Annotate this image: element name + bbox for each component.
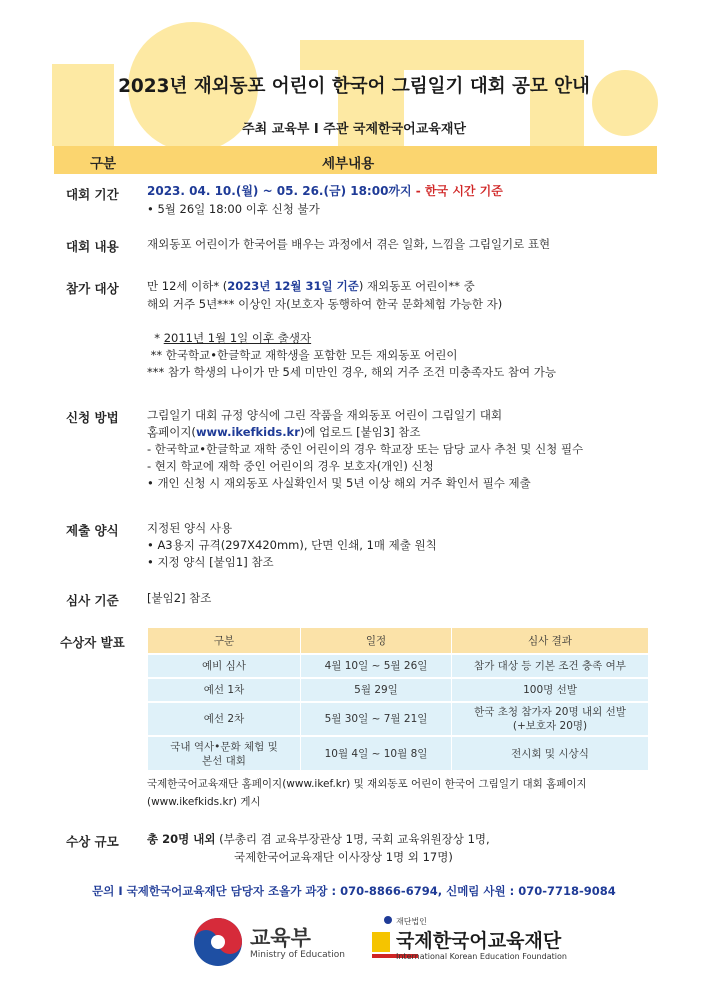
logo-dot-icon [384, 916, 392, 924]
format-line-1: 지정된 양식 사용 [147, 521, 233, 535]
method-line-4: - 현지 학교에 재학 중인 어린이의 경우 보호자(개인) 신청 [147, 459, 434, 473]
announce-note-1: 국제한국어교육재단 홈페이지(www.ikef.kr) 및 재외동포 어린이 한국어 그림일기 대회 홈페이지 [147, 778, 587, 790]
page-title: 2023년 재외동포 어린이 한국어 그림일기 대회 공모 안내 [118, 76, 590, 97]
method-homepage-link[interactable]: www.ikefkids.kr [195, 425, 300, 439]
announcement-table [148, 628, 649, 770]
method-line-3: - 한국학교•한글학교 재학 중인 어린이의 경우 학교장 또는 담당 교사 추천 및 신청 필수 [147, 442, 584, 456]
criteria-text: [붙임2] 참조 [147, 591, 212, 605]
table-head-category: 구분 [148, 628, 301, 654]
target-note-2: ** 한국학교•한글학교 재학생을 포함한 모든 재외동포 어린이 [147, 348, 458, 362]
table-header-bar [54, 146, 657, 174]
contact-info: 문의 I 국제한국어교육재단 담당자 조올가 과장 : 070-8866-6794, 신메림 사원 : 070-7718-9084 [92, 884, 616, 898]
page-subtitle: 주최 교육부 I 주관 국제한국어교육재단 [242, 122, 466, 137]
scale-line-2: 국제한국어교육재단 이사장상 1명 외 17명) [234, 850, 453, 864]
target-date: 2023년 12월 31일 기준 [227, 279, 359, 293]
method-line-2: 홈페이지(www.ikefkids.kr)에 업로드 [붙임3] 참조 [147, 425, 421, 439]
logo-mark-icon [372, 932, 390, 952]
label-content: 대회 내용 [66, 239, 119, 254]
label-format: 제출 양식 [66, 523, 119, 538]
label-scale: 수상 규모 [66, 834, 119, 849]
decor-bar-top [300, 40, 530, 70]
label-criteria: 심사 기준 [66, 593, 119, 608]
header-col-category: 구분 [90, 156, 117, 172]
target-line-2: 해외 거주 5년*** 이상인 자(보호자 동행하여 한국 문화체험 가능한 자) [147, 297, 503, 311]
format-line-2: • A3용지 규격(297X420mm), 단면 인쇄, 1매 제출 원칙 [147, 538, 437, 552]
table-head-result: 심사 결과 [452, 628, 649, 654]
format-line-3: • 지정 양식 [붙임1] 참조 [147, 555, 274, 569]
target-note-3: *** 참가 학생의 나이가 만 5세 미만인 경우, 해외 거주 조건 미충족자도 참여 가능 [147, 365, 557, 379]
header-col-details: 세부내용 [322, 156, 375, 172]
ikef-name-ko: 국제한국어교육재단 [396, 930, 562, 952]
table-row: 예선 2차 5월 30일 ~ 7월 21일 한국 초청 참가자 20명 내외 선발 (+보호자 20명) [148, 702, 649, 736]
label-announce: 수상자 발표 [60, 635, 125, 650]
table-head-schedule: 일정 [301, 628, 452, 654]
period-note: • 5월 26일 18:00 이후 신청 불가 [147, 202, 320, 216]
target-note-1: * 2011년 1월 1일 이후 출생자 [147, 331, 312, 345]
taegeuk-emblem-icon [192, 916, 244, 968]
label-target: 참가 대상 [66, 281, 119, 296]
ikef-name-en: International Korean Education Foundation [396, 952, 567, 961]
period-timezone: - 한국 시간 기준 [411, 184, 503, 198]
method-line-5: • 개인 신청 시 재외동포 사실확인서 및 5년 이상 해외 거주 확인서 필수 제출 [147, 476, 531, 490]
scale-line-1: 총 20명 내외 (부총리 겸 교육부장관상 1명, 국회 교육위원장상 1명, [147, 832, 490, 846]
table-row: 국내 역사•문화 체험 및 본선 대회 10월 4일 ~ 10월 8일 전시회 및 시상식 [148, 736, 649, 770]
announce-note-2: (www.ikefkids.kr) 게시 [147, 796, 261, 808]
moe-name-ko: 교육부 [250, 926, 311, 950]
target-line-1: 만 12세 이하* (2023년 12월 31일 기준) 재외동포 어린이** 중 [147, 279, 475, 293]
moe-name-en: Ministry of Education [250, 950, 345, 960]
period-line [147, 183, 503, 200]
table-row: 예비 심사 4월 10일 ~ 5월 26일 참가 대상 등 기본 조건 충족 여부 [148, 654, 649, 678]
table-row: 예선 1차 5월 29일 100명 선발 [148, 678, 649, 702]
method-line-1: 그림일기 대회 규정 양식에 그린 작품을 재외동포 어린이 그림일기 대회 [147, 408, 503, 422]
period-date: 2023. 04. 10.(월) ~ 05. 26.(금) 18:00까지 [147, 184, 412, 198]
label-method: 신청 방법 [66, 410, 119, 425]
label-period: 대회 기간 [66, 187, 119, 202]
content-text: 재외동포 어린이가 한국어를 배우는 과정에서 겪은 일화, 느낌을 그림일기로 표현 [147, 237, 551, 251]
ikef-small-label: 재단법인 [396, 917, 427, 926]
